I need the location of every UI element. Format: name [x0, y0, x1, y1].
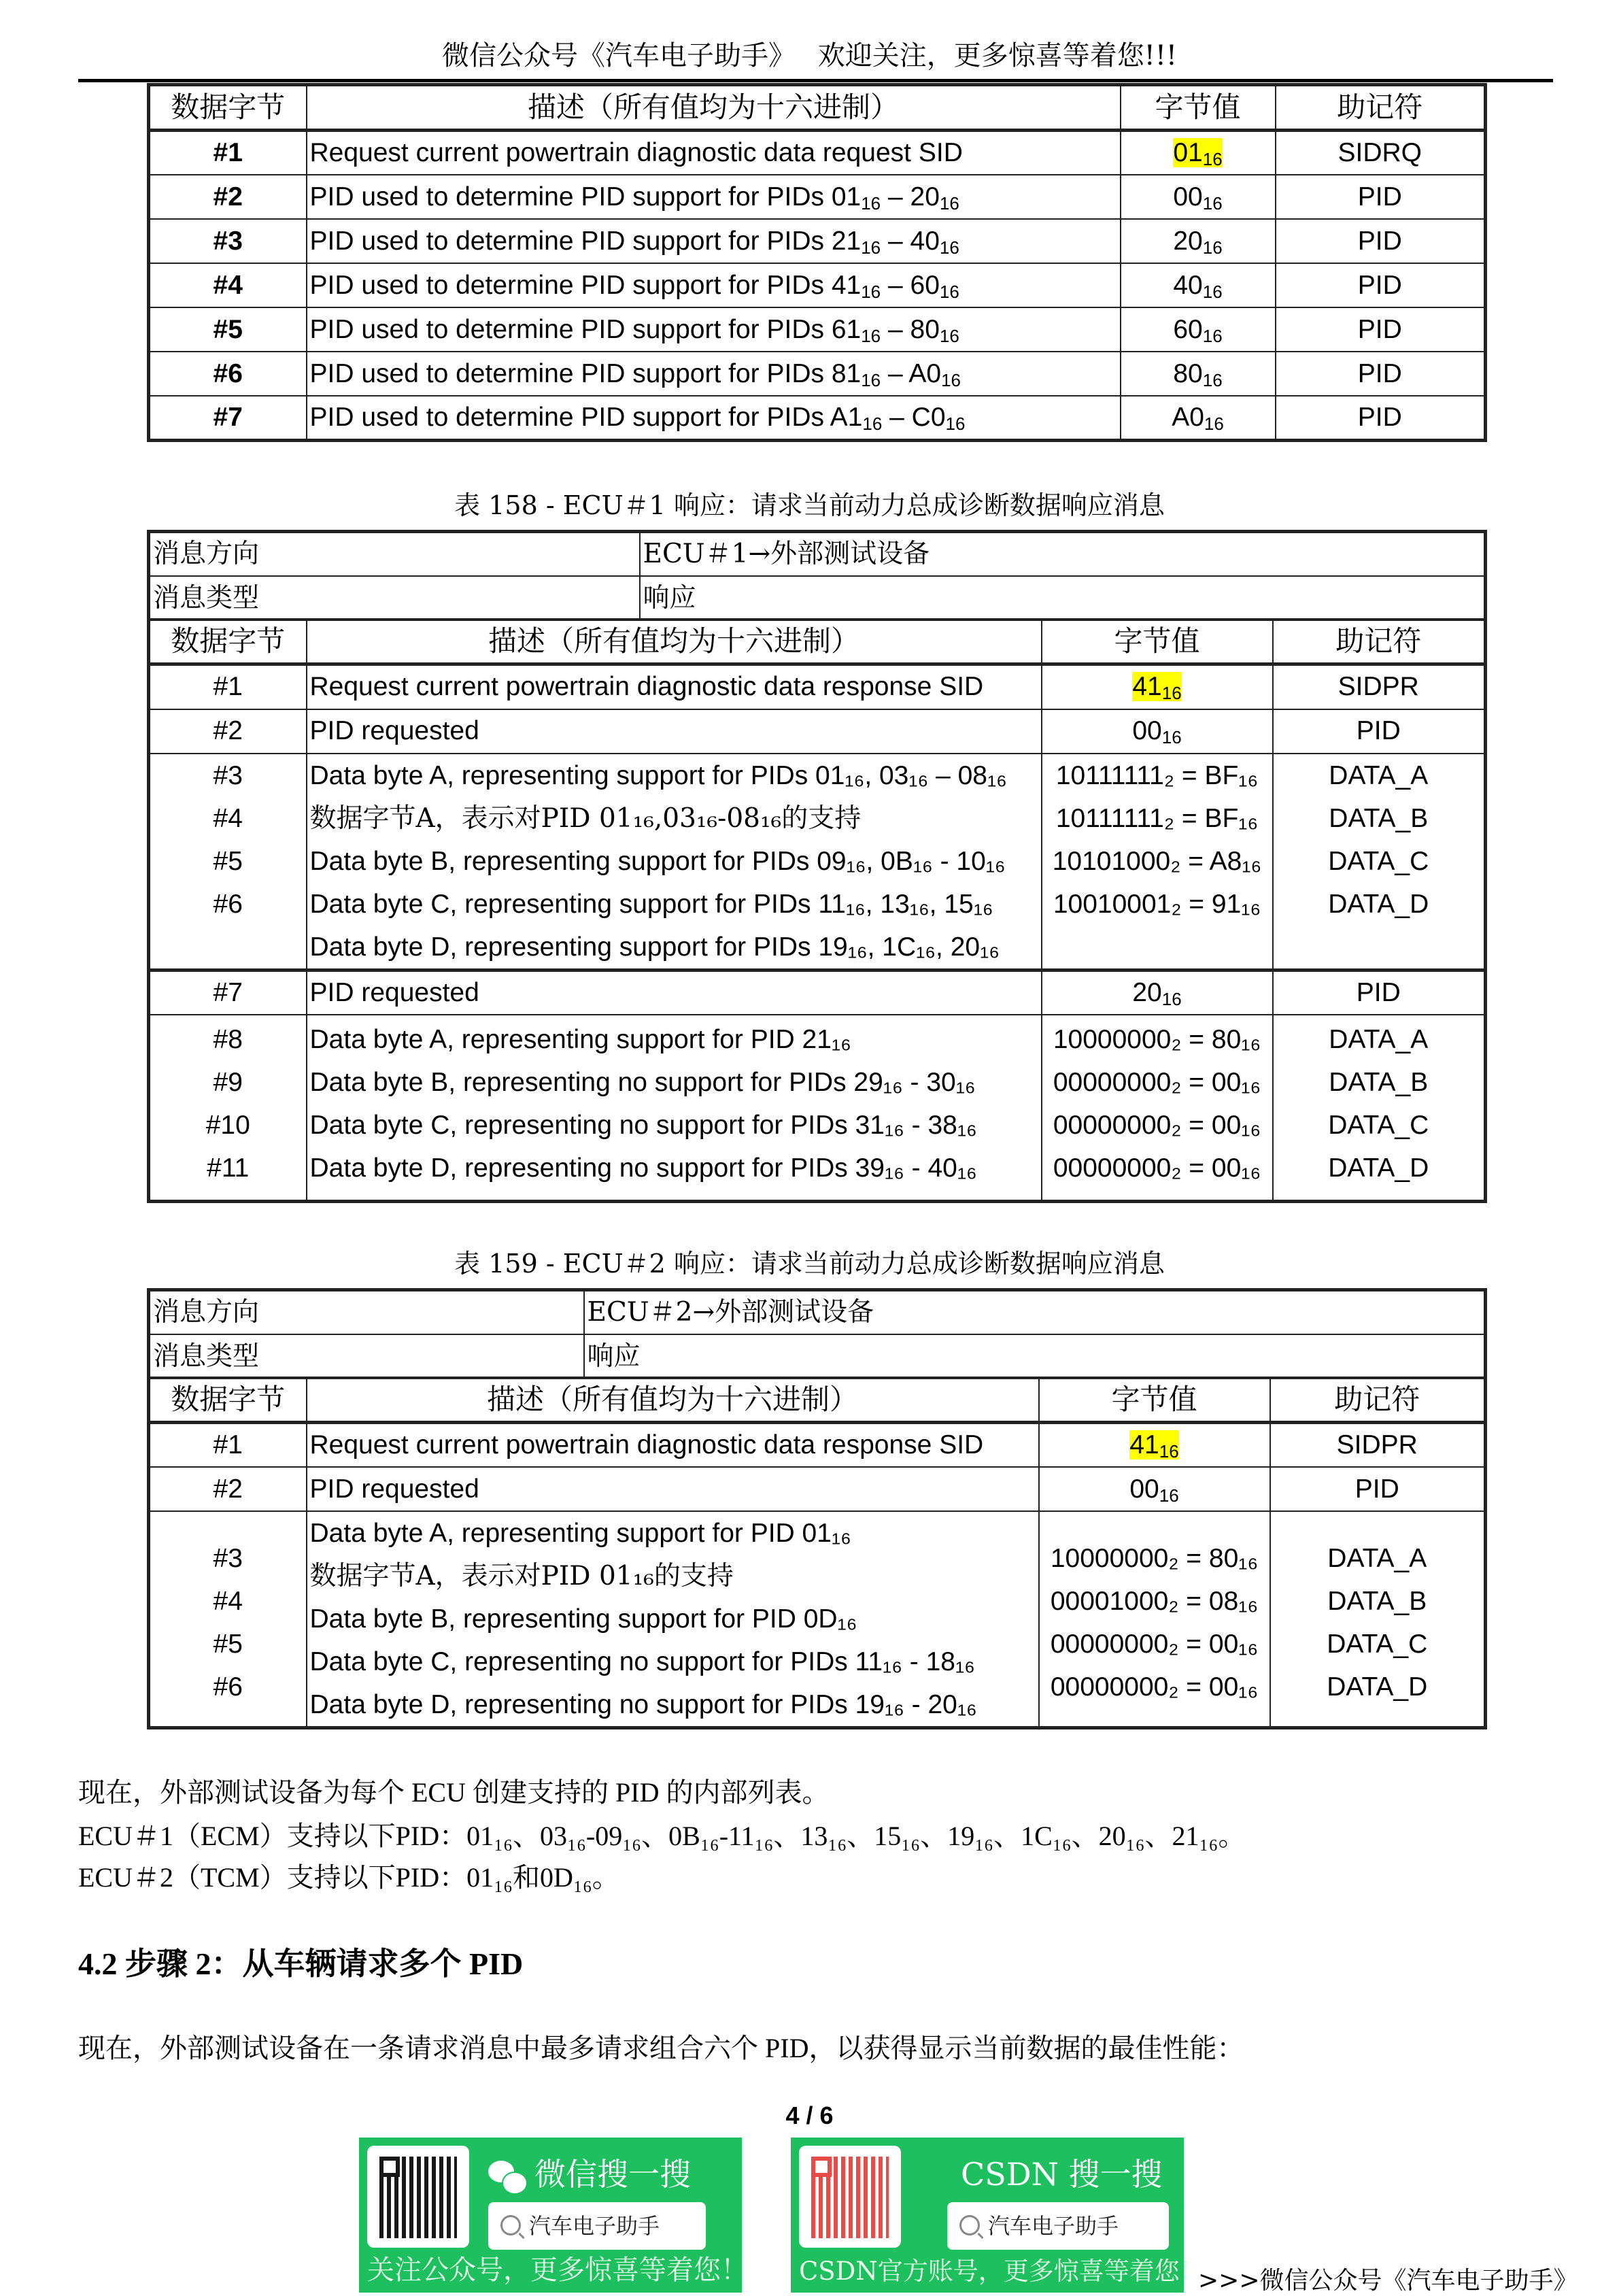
mnemonic-cell: PID — [1276, 307, 1486, 352]
desc-cell: PID used to determine PID support for PIDs $41_{16} - 60_{16}$ — [307, 263, 1121, 307]
byte-cell: #5 — [149, 307, 307, 352]
csdn-search-title: CSDN 搜一搜 — [961, 2156, 1163, 2193]
paragraph-ecu2-pids: ECU＃2（TCM）支持以下PID：01₁₆和0D₁₆。 — [78, 1862, 619, 1893]
search-icon — [959, 2215, 980, 2235]
col-header-value: 字节值 — [1121, 85, 1276, 131]
meta-label-type: 消息类型 — [149, 1334, 584, 1379]
value-cell: $00_{16}$ — [1039, 1467, 1270, 1511]
value-cell — [1121, 131, 1276, 175]
value-cell: $60_{16}$ — [1121, 307, 1276, 352]
value-cell: $00_{16}$ — [1121, 175, 1276, 219]
desc-cell-group: Data byte A, representing support for PID 01₁₆ 数据字节A，表示对PID 01₁₆的支持 Data byte B, representing support for PID 0D₁₆ Data byte C, representing no support for PIDs 11₁₆ - 18₁₆ Data byte D, representing no support for PIDs 19₁₆ - 20₁₆ — [307, 1511, 1039, 1728]
mnemonic-cell: PID — [1276, 352, 1486, 396]
table-row — [149, 1423, 1486, 1468]
mnemonic-cell: PID — [1276, 396, 1486, 441]
table-row — [149, 131, 1486, 175]
col-header-byte: 数据字节 — [149, 620, 307, 664]
csdn-search-box[interactable]: 汽车电子助手 — [947, 2202, 1169, 2250]
table-row — [149, 352, 1486, 396]
byte-cell: #7 — [149, 970, 307, 1015]
page-number: 4 / 6 — [785, 2101, 834, 2129]
ecu1-response-meta — [147, 530, 1487, 621]
wechat-search-title: 微信搜一搜 — [488, 2150, 691, 2195]
meta-value-type: 响应 — [584, 1334, 1486, 1379]
ecu2-response-meta — [147, 1288, 1487, 1379]
meta-label-type: 消息类型 — [149, 576, 640, 620]
col-header-mnemonic: 助记符 — [1276, 85, 1486, 131]
desc-cell: Request current powertrain diagnostic data response SID — [307, 664, 1042, 709]
desc-cell: PID used to determine PID support for PIDs $61_{16} - 80_{16}$ — [307, 307, 1121, 352]
byte-cell: #2 — [149, 709, 307, 754]
table-row — [149, 396, 1486, 441]
ecu1-response-table — [147, 618, 1487, 1203]
mnemonic-cell: PID — [1270, 1467, 1486, 1511]
value-cell: $20_{16}$ — [1121, 219, 1276, 263]
highlighted-value: $41_{16}$ — [1129, 1430, 1179, 1462]
value-cell — [1042, 664, 1273, 709]
value-cell: $A0_{16}$ — [1121, 396, 1276, 441]
table-row — [149, 970, 1486, 1015]
desc-cell: Request current powertrain diagnostic data request SID — [307, 131, 1121, 175]
desc-cell-group: Data byte A, representing support for PID 21₁₆ Data byte B, representing no support for PIDs 29₁₆ - 30₁₆ Data byte C, representing no support for PIDs 31₁₆ - 38₁₆ Data byte D, representing no support for PIDs 39₁₆ - 40₁₆ — [307, 1015, 1042, 1202]
footer-wechat-link: >>>微信公众号《汽车电子助手》 — [1198, 2267, 1578, 2295]
table-row — [149, 219, 1486, 263]
mnemonic-cell-group: DATA_A DATA_B DATA_C DATA_D — [1270, 1511, 1486, 1728]
desc-cell: PID requested — [307, 1467, 1039, 1511]
mnemonic-cell: SIDRQ — [1276, 131, 1486, 175]
csdn-tagline: CSDN官方账号，更多惊喜等着您！ — [799, 2257, 1205, 2286]
col-header-value: 字节值 — [1039, 1378, 1270, 1423]
wechat-banner[interactable] — [359, 2138, 748, 2293]
byte-cell-group: #8 #9 #10 #11 — [149, 1015, 307, 1202]
desc-cell: PID used to determine PID support for PIDs $21_{16} - 40_{16}$ — [307, 219, 1121, 263]
mnemonic-cell: PID — [1273, 970, 1486, 1015]
page-header-text: 微信公众号《汽车电子助手》 欢迎关注，更多惊喜等着您!!! — [442, 40, 1177, 71]
desc-cell-group: Data byte A, representing support for PIDs 01₁₆, 03₁₆ – 08₁₆ 数据字节A，表示对PID 01₁₆,03₁₆-08₁₆的支持 Data byte B, representing support for PIDs 09₁₆, 0B₁₆ - 10₁₆ Data byte C, representing support for PIDs 11₁₆, 13₁₆, 15₁₆ Data byte D, representing support for PIDs 19₁₆, 1C₁₆, 20₁₆ — [307, 754, 1042, 970]
byte-cell-group: #3 #4 #5 #6 — [149, 754, 307, 970]
byte-cell: #4 — [149, 263, 307, 307]
highlighted-value: $01_{16}$ — [1173, 138, 1223, 169]
value-cell-group: 10000000₂ = 80₁₆ 00001000₂ = 08₁₆ 00000000₂ = 00₁₆ 00000000₂ = 00₁₆ — [1039, 1511, 1270, 1728]
desc-cell: Request current powertrain diagnostic data response SID — [307, 1423, 1039, 1468]
value-cell: $00_{16}$ — [1042, 709, 1273, 754]
section-heading: 4.2 步骤 2：从车辆请求多个 PID — [78, 1946, 524, 1981]
mnemonic-cell: PID — [1276, 263, 1486, 307]
col-header-desc: 描述（所有值均为十六进制） — [307, 1378, 1039, 1423]
header-divider — [78, 79, 1553, 82]
table-row — [149, 307, 1486, 352]
mnemonic-cell: PID — [1276, 219, 1486, 263]
desc-cell: PID requested — [307, 709, 1042, 754]
mnemonic-cell-group: DATA_A DATA_B DATA_C DATA_D — [1273, 1015, 1486, 1202]
byte-cell: #1 — [149, 131, 307, 175]
wechat-qr-code — [367, 2146, 469, 2248]
paragraph-internal-list: 现在，外部测试设备为每个 ECU 创建支持的 PID 的内部列表。 — [78, 1777, 830, 1808]
byte-cell: #2 — [149, 175, 307, 219]
request-table — [147, 83, 1487, 442]
desc-cell: PID used to determine PID support for PIDs $A1_{16} - C0_{16}$ — [307, 396, 1121, 441]
table-row — [149, 1467, 1486, 1511]
desc-cell: PID used to determine PID support for PIDs $81_{16} - A0_{16}$ — [307, 352, 1121, 396]
col-header-value: 字节值 — [1042, 620, 1273, 664]
byte-cell-group: #3 #4 #5 #6 — [149, 1511, 307, 1728]
table-row — [149, 664, 1486, 709]
wechat-icon — [488, 2161, 526, 2193]
value-cell: $20_{16}$ — [1042, 970, 1273, 1015]
meta-label-direction: 消息方向 — [149, 1290, 584, 1335]
table-row — [149, 175, 1486, 219]
mnemonic-cell: PID — [1273, 709, 1486, 754]
desc-cell: PID requested — [307, 970, 1042, 1015]
csdn-banner[interactable] — [791, 2138, 1205, 2293]
wechat-search-box[interactable]: 汽车电子助手 — [488, 2202, 706, 2250]
byte-cell: #1 — [149, 664, 307, 709]
meta-value-direction: ECU＃1→外部测试设备 — [640, 532, 1486, 577]
byte-cell: #2 — [149, 1467, 307, 1511]
meta-value-type: 响应 — [640, 576, 1486, 620]
table-row-group — [149, 1511, 1486, 1728]
col-header-mnemonic: 助记符 — [1273, 620, 1486, 664]
search-icon — [500, 2215, 521, 2235]
mnemonic-cell: SIDPR — [1273, 664, 1486, 709]
ecu2-response-table — [147, 1377, 1487, 1729]
mnemonic-cell: PID — [1276, 175, 1486, 219]
table-159-caption: 表 159 - ECU＃2 响应：请求当前动力总成诊断数据响应消息 — [454, 1249, 1165, 1279]
value-cell-group: 10000000₂ = 80₁₆ 00000000₂ = 00₁₆ 00000000₂ = 00₁₆ 00000000₂ = 00₁₆ — [1042, 1015, 1273, 1202]
value-cell: $80_{16}$ — [1121, 352, 1276, 396]
highlighted-value: $41_{16}$ — [1132, 672, 1182, 704]
meta-value-direction: ECU＃2→外部测试设备 — [584, 1290, 1486, 1335]
byte-cell: #7 — [149, 396, 307, 441]
desc-cell: PID used to determine PID support for PIDs $01_{16} - 20_{16}$ — [307, 175, 1121, 219]
col-header-mnemonic: 助记符 — [1270, 1378, 1486, 1423]
byte-cell: #3 — [149, 219, 307, 263]
col-header-byte: 数据字节 — [149, 85, 307, 131]
mnemonic-cell-group: DATA_A DATA_B DATA_C DATA_D — [1273, 754, 1486, 970]
col-header-desc: 描述（所有值均为十六进制） — [307, 85, 1121, 131]
table-row — [149, 709, 1486, 754]
byte-cell: #1 — [149, 1423, 307, 1468]
table-row — [149, 263, 1486, 307]
meta-label-direction: 消息方向 — [149, 532, 640, 577]
table-row-group — [149, 1015, 1486, 1202]
mnemonic-cell: SIDPR — [1270, 1423, 1486, 1468]
col-header-byte: 数据字节 — [149, 1378, 307, 1423]
csdn-qr-code — [799, 2146, 901, 2248]
table-158-caption: 表 158 - ECU＃1 响应：请求当前动力总成诊断数据响应消息 — [454, 490, 1165, 520]
table-row-group — [149, 754, 1486, 970]
paragraph-multi-pid: 现在，外部测试设备在一条请求消息中最多请求组合六个 PID，以获得显示当前数据的最佳性能： — [78, 2033, 1244, 2063]
value-cell-group: 10111111₂ = BF₁₆ 10111111₂ = BF₁₆ 10101000₂ = A8₁₆ 10010001₂ = 91₁₆ — [1042, 754, 1273, 970]
value-cell — [1039, 1423, 1270, 1468]
wechat-tagline: 关注公众号，更多惊喜等着您！ — [367, 2255, 748, 2286]
value-cell: $40_{16}$ — [1121, 263, 1276, 307]
col-header-desc: 描述（所有值均为十六进制） — [307, 620, 1042, 664]
byte-cell: #6 — [149, 352, 307, 396]
paragraph-ecu1-pids: ECU＃1（ECM）支持以下PID：01₁₆、03₁₆-09₁₆、0B₁₆-11₁₆、13₁₆、15₁₆、19₁₆、1C₁₆、20₁₆、21₁₆。 — [78, 1821, 1246, 1851]
